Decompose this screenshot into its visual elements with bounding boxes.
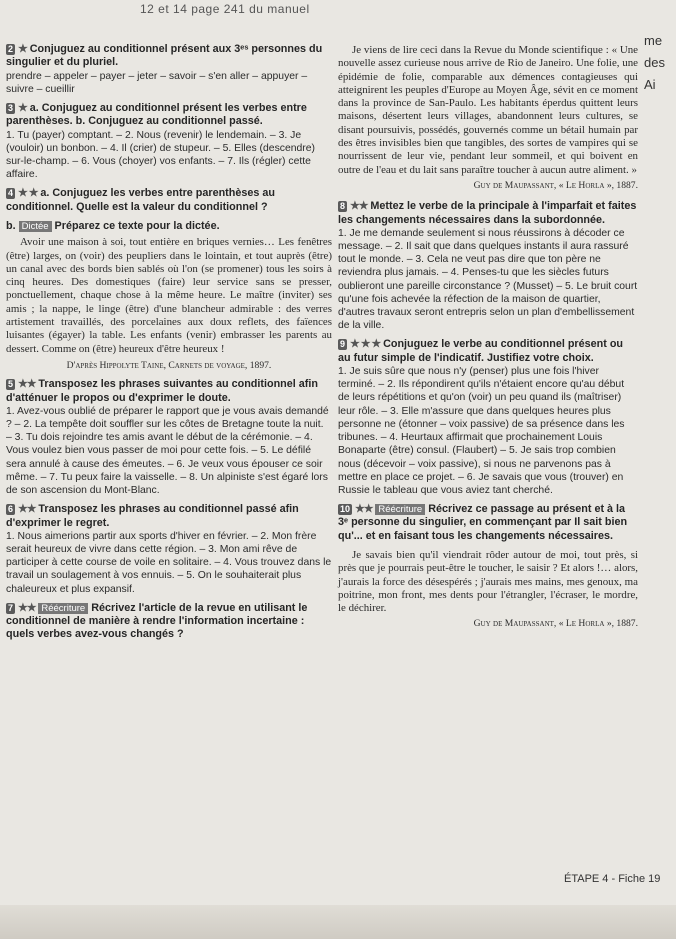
exercise-7 <box>6 602 332 642</box>
exercise-8-instruction <box>338 200 638 227</box>
exercise-10-number: 10 <box>340 504 351 515</box>
difficulty-stars-icon: ★ <box>18 102 27 114</box>
exercise-4b-label: b. <box>6 220 16 232</box>
maupassant-excerpt-2 <box>338 549 638 631</box>
exercise-4 <box>6 187 332 372</box>
exercise-5-number: 5 <box>8 379 14 390</box>
exercise-3 <box>6 102 332 181</box>
exercise-8-number: 8 <box>340 201 346 212</box>
difficulty-stars-icon: ★ ★ ★ <box>350 338 381 351</box>
difficulty-stars-icon: ★★ <box>18 601 36 614</box>
exercise-4-source: D'après Hippolyte Taine, Carnets de voyage, 1897. <box>66 359 272 371</box>
page-footer-label: ÉTAPE 4 - Fiche 19 <box>564 873 661 885</box>
exercise-4-head: a. Conjuguez les verbes entre parenthèses au conditionnel. Quelle est la valeur du conditionnel ? <box>6 187 275 213</box>
exercise-4b-head: Préparez ce texte pour la dictée. <box>54 220 220 232</box>
maupassant-excerpt-1 <box>338 44 638 192</box>
exercise-9-head: Conjuguez le verbe au conditionnel présent ou au futur simple de l'indicatif. Justifiez votre choix. <box>338 338 624 364</box>
exercise-7-instruction <box>6 602 332 642</box>
exercise-3-head: a. Conjuguez au conditionnel présent les verbes entre parenthèses. b. Conjuguez au conditionnel passé. <box>6 102 307 128</box>
exercise-4-text: Avoir une maison à soi, tout entière en briques vernies… Les fenêtres (être) larges, on (voir) des peupliers dans le lointain, et tout auprès (être) un canal avec des bords bien sablés où l'on (se promener) tous les soirs à cinq heures. Des domestiques (faire) leur service sans se presser, ponctuellement, chaque chose à la même heure. Le maître (inviter) ses amis ; la nappe, le linge (être) d'une blancheur admirable : des verres artistement travaillés, des porcelaines aux doux reflets, des faïences luisantes (égayer) la table. Les enfants (venir) embrasser les parents au dessert. Comme on (être) heureux d'être heureux ! <box>6 236 332 355</box>
difficulty-stars-icon: ★★ <box>18 503 36 516</box>
side-margin-notes <box>644 30 676 96</box>
exercise-6 <box>6 503 332 596</box>
exercise-8-body: 1. Je me demande seulement si nous réussirons à décoder ce message. – 2. Il sait que dans quelques instants il aura rassuré tout le monde. – 3. Cela ne veut pas dire que ton père ne reviendra plus jamais. – 4. Penses-tu que les siècles futurs oublieront une pareille circonstance ? (Musset) – 5. Le bruit court qu'une fois achevée la réfection de la maison de quartier, d'autres travaux seront entrepris selon un plan d'embellissement de la ville. <box>338 227 638 332</box>
difficulty-stars-icon: ★★ <box>18 378 36 391</box>
exercise-3-number: 3 <box>8 103 14 113</box>
page-bottom-edge <box>0 905 676 939</box>
maupassant-excerpt-1-text: Je viens de lire ceci dans la Revue du Monde scientifique : « Une nouvelle assez curieuse nous arrive de Rio de Janeiro. Une folie, une épidémie de folie, comparable aux démences contagieuses qui atteignirent les peuples d'Europe au Moyen Âge, sévit en ce moment dans la province de San-Paulo. Les habitants éperdus quittent leurs maisons, désertent leurs villages, abandonnent leurs cultures, se disant poursuivis, possédés, gouvernés comme un bétail humain par des êtres invisibles bien que tangibles, des sortes de vampires qui se nourrissent de leur vie, pendant leur sommeil, et qui boivent en outre de l'eau et du lait sans paraître toucher à aucun autre aliment. » <box>338 44 638 176</box>
difficulty-stars-icon: ★★ <box>350 200 368 213</box>
exercise-6-number: 6 <box>8 504 14 515</box>
exercise-5 <box>6 378 332 497</box>
exercise-4b-instruction <box>6 220 332 233</box>
exercise-8-head: Mettez le verbe de la principale à l'imparfait et faites les changements nécessaires dans la subordonnée. <box>338 200 637 226</box>
exercise-6-instruction <box>6 503 332 530</box>
side-note-3: Ai <box>644 77 656 92</box>
exercise-9 <box>338 338 638 497</box>
exercise-6-body: 1. Nous aimerions partir aux sports d'hiver en février. – 2. Mon frère serait heureux de vivre dans cette région. – 3. Mon ami rêve de participer à cette course de voile en solitaire. – 4. Vous trouvez dans le travail un soulagement à vos ennuis. – 5. On le souhaiterait plus chaleureux et plus expansif. <box>6 530 332 595</box>
exercise-9-instruction <box>338 338 638 365</box>
exercise-3-instruction <box>6 102 332 129</box>
exercise-9-body: 1. Je suis sûre que nous n'y (penser) plus une fois l'hiver terminé. – 2. Ils répondirent qu'ils n'étaient encore qu'au début de leurs répétitions et qu'on (voir) un peu quand ils (maîtriser) leur rôle. – 3. Elle m'assure que dans quelques heures plus personne ne (étonner – voix passive) de sa présence dans les tribunes. – 4. Heurtaux affirmait que prochainement Louis Bonaparte (être) consul. (Flaubert) – 5. Je sais trop combien nous (décevoir – voix passive), si nous ne parvenons pas à mettre en place ce projet. – 6. Je savais que vous (trouver) en Russie le tableau que vous aviez tant cherché. <box>338 366 625 496</box>
reecriture-tag: Réécriture <box>38 603 88 614</box>
exercise-3-body: 1. Tu (payer) comptant. – 2. Nous (revenir) le lendemain. – 3. Je (vouloir) un bonbon. – 4. Il (crier) de stupeur. – 5. Elles (descendre) sur-le-champ. – 6. Vous (choyer) vos enfants. – 7. Ils (régler) cette affaire. <box>6 129 315 181</box>
exercise-2-body: prendre – appeler – payer – jeter – savoir – s'en aller – appuyer – suivre – cueillir <box>6 70 308 95</box>
exercise-9-number: 9 <box>340 339 346 350</box>
exercise-4-instruction <box>6 187 332 214</box>
exercise-2 <box>6 43 332 96</box>
exercise-4-number: 4 <box>8 188 14 199</box>
side-note-1: me <box>644 33 663 48</box>
left-column <box>6 43 332 648</box>
reecriture-tag: Réécriture <box>375 504 425 515</box>
side-note-2: des <box>644 55 665 70</box>
dictee-tag: Dictée <box>19 221 52 232</box>
exercise-5-body: 1. Avez-vous oublié de préparer le rapport que je vous avais demandé ? – 2. La tempête doit souffler sur les côtes de Bretagne toute la nuit. – 3. Tu dois rejoindre tes amis avant le début de la cérémonie. – 4. Vous voulez bien vous passer de moi pour cette fois. – 5. Le défilé sera annulé à cause des émeutes. – 6. Je veux vous épouser ce soir même. – 7. Tu peux faire la vaisselle. – 8. Un alpiniste s'est égaré lors de son ascension du Mont-Blanc. <box>6 405 329 497</box>
exercise-7-number: 7 <box>8 602 14 613</box>
exercise-10-instruction <box>338 503 638 543</box>
maupassant-excerpt-2-source: Guy de Maupassant, « Le Horla », 1887. <box>473 618 638 630</box>
difficulty-stars-icon: ★★ <box>355 503 373 516</box>
maupassant-excerpt-1-source: Guy de Maupassant, « Le Horla », 1887. <box>473 179 638 191</box>
exercise-6-head: Transposez les phrases au conditionnel passé afin d'exprimer le regret. <box>6 503 299 529</box>
exercise-7-head: Récrivez l'article de la revue en utilisant le conditionnel de manière à rendre l'information incertaine : quels verbes avez-vous changés ? <box>6 601 308 641</box>
right-column <box>338 44 638 637</box>
exercise-2-head: Conjuguez au conditionnel présent aux 3ᵉˢ personnes du singulier et du pluriel. <box>6 43 323 69</box>
difficulty-stars-icon: ★ ★ <box>18 187 38 200</box>
difficulty-stars-icon: ★ <box>18 43 27 55</box>
exercise-5-head: Transposez les phrases suivantes au conditionnel afin d'atténuer le propos ou d'exprimer le doute. <box>6 378 318 404</box>
maupassant-excerpt-2-text: Je savais bien qu'il viendrait rôder autour de moi, tout près, si près que je pourrais peut-être le toucher, le saisir ? Et alors !… alors, j'aurais la force des désespérés ; j'aurais mes mains, mes genoux, ma poitrine, mon front, mes dents pour l'étrangler, l'écraser, le mordre, le déchirer. <box>338 549 638 615</box>
exercise-10-head: Récrivez ce passage au présent et à la 3ᵉ personne du singulier, en commençant par Il sait bien qu'... et en faisant tous les changements nécessaires. <box>338 503 628 542</box>
exercise-2-number: 2 <box>8 44 14 54</box>
top-note: 12 et 14 page 241 du manuel <box>140 2 310 16</box>
exercise-8 <box>338 200 638 332</box>
exercise-5-instruction <box>6 378 332 405</box>
exercise-2-instruction <box>6 43 332 70</box>
exercise-10 <box>338 503 638 543</box>
